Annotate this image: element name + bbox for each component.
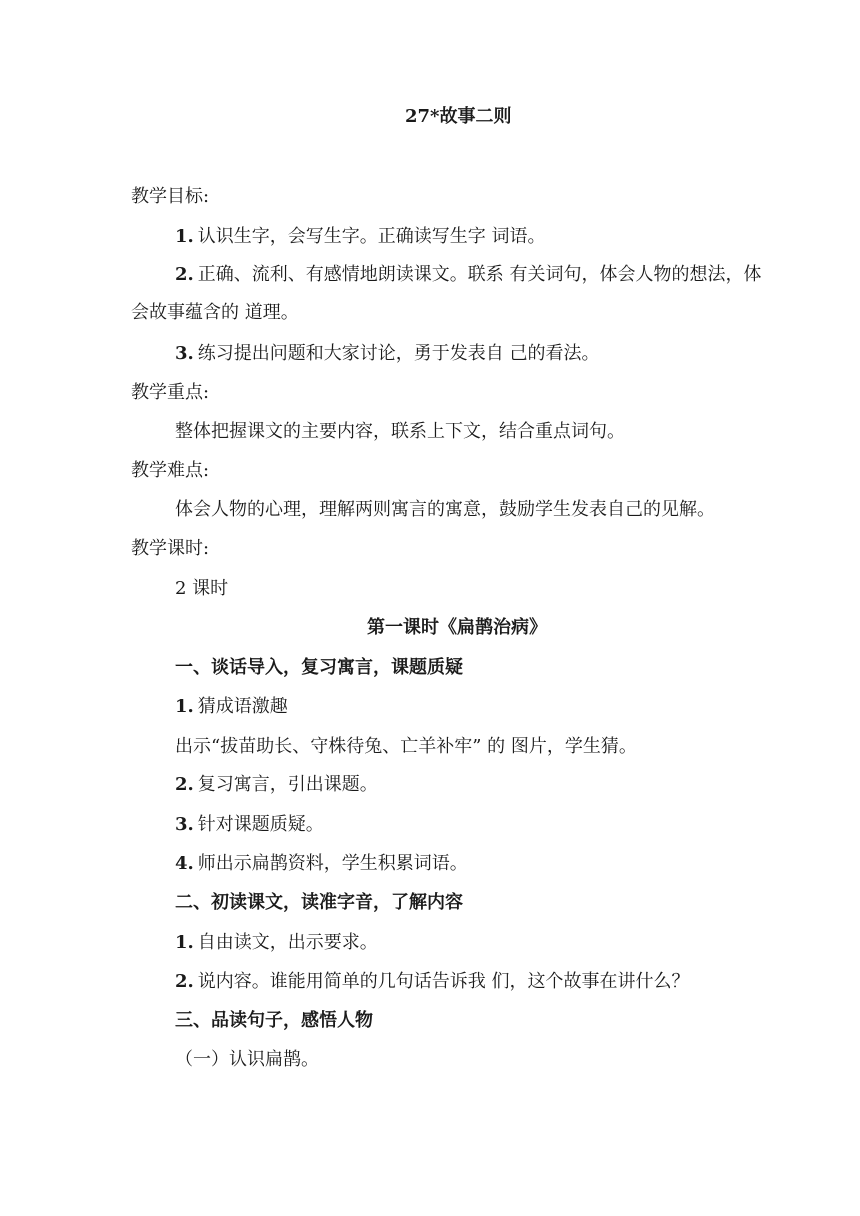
document-title: 27*故事二则 bbox=[405, 106, 512, 127]
item-text: 师出示扁鹊资料，学生积累词语。 bbox=[197, 853, 468, 874]
key-points-heading: 教学重点: bbox=[131, 382, 210, 403]
section-3-heading: 三、品读句子，感悟人物 bbox=[175, 1010, 373, 1031]
item-text: 说内容。谁能用简单的几句话告诉我 们，这个故事在讲什么？ bbox=[197, 971, 690, 992]
goals-heading: 教学目标: bbox=[131, 186, 210, 207]
goal-text: 正确、流利、有感情地朗读课文。联系 有关词句，体会人物的想法，体 bbox=[197, 264, 762, 285]
difficulty-text: 体会人物的心理，理解两则寓言的寓意，鼓励学生发表自己的见解。 bbox=[175, 499, 715, 520]
item-number: 1. bbox=[175, 696, 194, 717]
hours-text: 2 课时 bbox=[175, 578, 229, 599]
key-points-text: 整体把握课文的主要内容，联系上下文，结合重点词句。 bbox=[175, 421, 625, 442]
section-1-item-1 bbox=[175, 696, 288, 718]
goal-item-2-continued: 会故事蕴含的 道理。 bbox=[131, 302, 299, 323]
item-text: 自由读文，出示要求。 bbox=[197, 932, 378, 953]
section-3-subheading: （一）认识扁鹊。 bbox=[175, 1049, 319, 1070]
item-text: 复习寓言，引出课题。 bbox=[197, 774, 378, 795]
item-number: 2. bbox=[175, 971, 194, 992]
goal-number: 2. bbox=[175, 264, 194, 285]
goal-item-2 bbox=[175, 264, 762, 286]
item-number: 2. bbox=[175, 774, 194, 795]
section-2-item-1 bbox=[175, 932, 378, 954]
section-1-item-2 bbox=[175, 774, 378, 796]
lesson-title: 第一课时《扁鹊治病》 bbox=[367, 617, 547, 638]
goal-text: 认识生字，会写生字。正确读写生字 词语。 bbox=[197, 226, 546, 247]
goal-number: 1. bbox=[175, 226, 194, 247]
goal-text: 练习提出问题和大家讨论，勇于发表自 己的看法。 bbox=[197, 343, 600, 364]
section-1-item-4 bbox=[175, 853, 468, 875]
difficulty-heading: 教学难点: bbox=[131, 460, 210, 481]
section-1-item-3 bbox=[175, 814, 324, 836]
item-number: 3. bbox=[175, 814, 194, 835]
goal-number: 3. bbox=[175, 343, 194, 364]
goal-item-3 bbox=[175, 343, 600, 365]
section-1-heading: 一、谈话导入，复习寓言，课题质疑 bbox=[175, 657, 463, 678]
section-2-heading: 二、初读课文，读准字音，了解内容 bbox=[175, 892, 463, 913]
item-number: 4. bbox=[175, 853, 194, 874]
hours-heading: 教学课时: bbox=[131, 538, 210, 559]
goal-item-1 bbox=[175, 226, 546, 248]
item-number: 1. bbox=[175, 932, 194, 953]
section-1-item-1-detail: 出示“拔苗助长、守株待兔、亡羊补牢” 的 图片，学生猜。 bbox=[175, 736, 637, 757]
section-2-item-2 bbox=[175, 971, 690, 993]
item-text: 针对课题质疑。 bbox=[197, 814, 324, 835]
item-text: 猜成语激趣 bbox=[197, 696, 288, 717]
